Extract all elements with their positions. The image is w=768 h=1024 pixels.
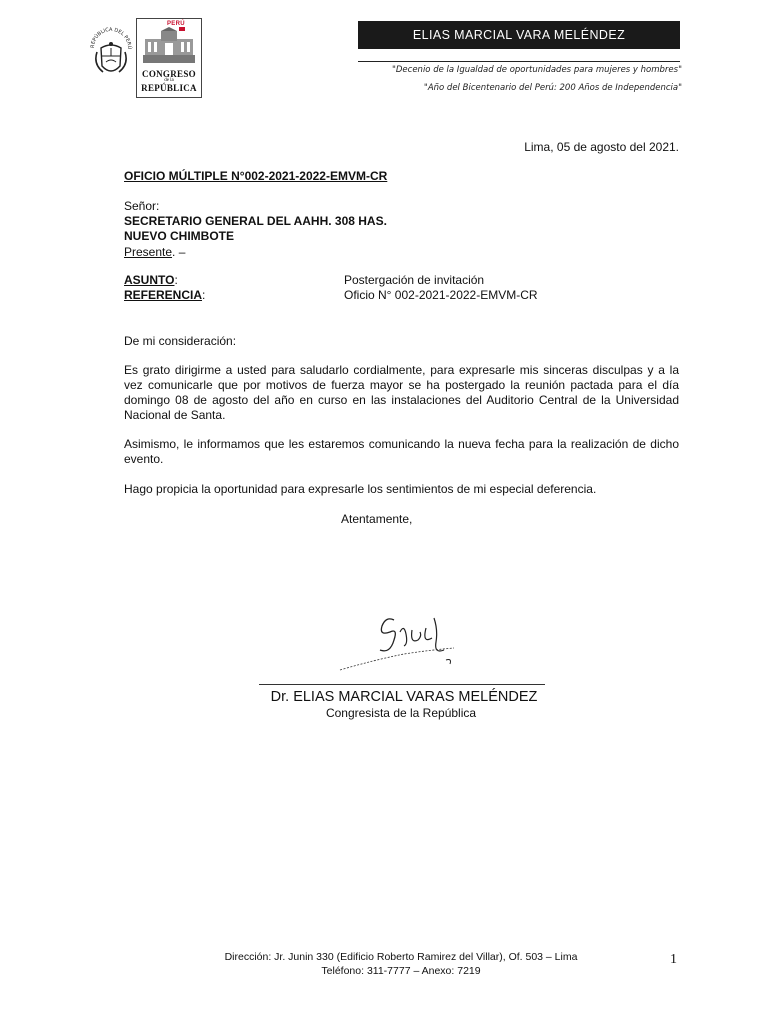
recipient-name: SECRETARIO GENERAL DEL AAHH. 308 HAS.: [124, 214, 387, 228]
body-paragraph: Asimismo, le informamos que les estaremos comunicando la nueva fecha para la realización de dicho evento.: [124, 437, 679, 466]
closing-phrase: Atentamente,: [341, 512, 413, 526]
recipient-location: NUEVO CHIMBOTE: [124, 229, 235, 243]
body-paragraph: Es grato dirigirme a usted para saludarlo cordialmente, para expresarle mis sinceras disculpas y a la vez comunicarle que por motivos de fuerza mayor se ha postergado la reunión pactada para el día domingo 08 de agosto del año en curso en las instalaciones del Auditorio Central de la Universidad Nacional de Santa.: [124, 363, 679, 422]
logo-word-congreso: CONGRESO: [142, 69, 196, 79]
footer-address: Dirección: Jr. Junin 330 (Edificio Roberto Ramirez del Villar), Of. 503 – Lima: [224, 951, 578, 963]
signature-line: [259, 684, 545, 685]
body-paragraph: Hago propicia la oportunidad para expresarle los sentimientos de mi especial deferencia.: [124, 482, 597, 496]
asunto-label: ASUNTO: [124, 273, 175, 287]
page-number: 1: [670, 952, 677, 967]
svg-text:REPÚBLICA DEL PERÚ: REPÚBLICA DEL PERÚ: [89, 26, 133, 50]
referencia-separator: :: [202, 288, 206, 302]
presente-line: [124, 245, 185, 260]
letter-title: OFICIO MÚLTIPLE N°002-2021-2022-EMVM-CR: [124, 169, 388, 183]
congreso-logo: [136, 18, 202, 98]
year-motto: "Año del Bicentenario del Perú: 200 Años de Independencia": [423, 83, 682, 93]
congress-building-icon: [139, 27, 199, 67]
logo-country-text: PERÚ: [167, 21, 185, 27]
letter-date: Lima, 05 de agosto del 2021.: [524, 140, 679, 154]
asunto-separator: :: [174, 273, 178, 287]
salutation: De mi consideración:: [124, 334, 237, 348]
asunto-value: Postergación de invitación: [344, 273, 485, 287]
presente-word: Presente: [124, 245, 173, 259]
peru-coat-of-arms-seal: [88, 18, 134, 88]
decade-motto: "Decenio de la Igualdad de oportunidades para mujeres y hombres": [391, 65, 682, 75]
asunto-row: [124, 273, 544, 288]
referencia-row: [124, 288, 544, 303]
referencia-label: REFERENCIA: [124, 288, 203, 302]
footer-phone: Teléfono: 311-7777 – Anexo: 7219: [321, 965, 481, 977]
congressman-name-banner: ELIAS MARCIAL VARA MELÉNDEZ: [358, 21, 680, 49]
signer-role: Congresista de la República: [325, 706, 477, 720]
recipient-greeting: Señor:: [124, 199, 160, 213]
signer-name: Dr. ELIAS MARCIAL VARAS MELÉNDEZ: [270, 689, 538, 705]
header-divider: [358, 61, 680, 62]
logo-word-republica: REPÚBLICA: [141, 83, 197, 93]
referencia-value: Oficio N° 002-2021-2022-EMVM-CR: [344, 288, 538, 302]
handwritten-signature: [334, 610, 464, 674]
presente-suffix: . –: [172, 245, 186, 259]
logo-word-dela: de la: [164, 78, 174, 83]
